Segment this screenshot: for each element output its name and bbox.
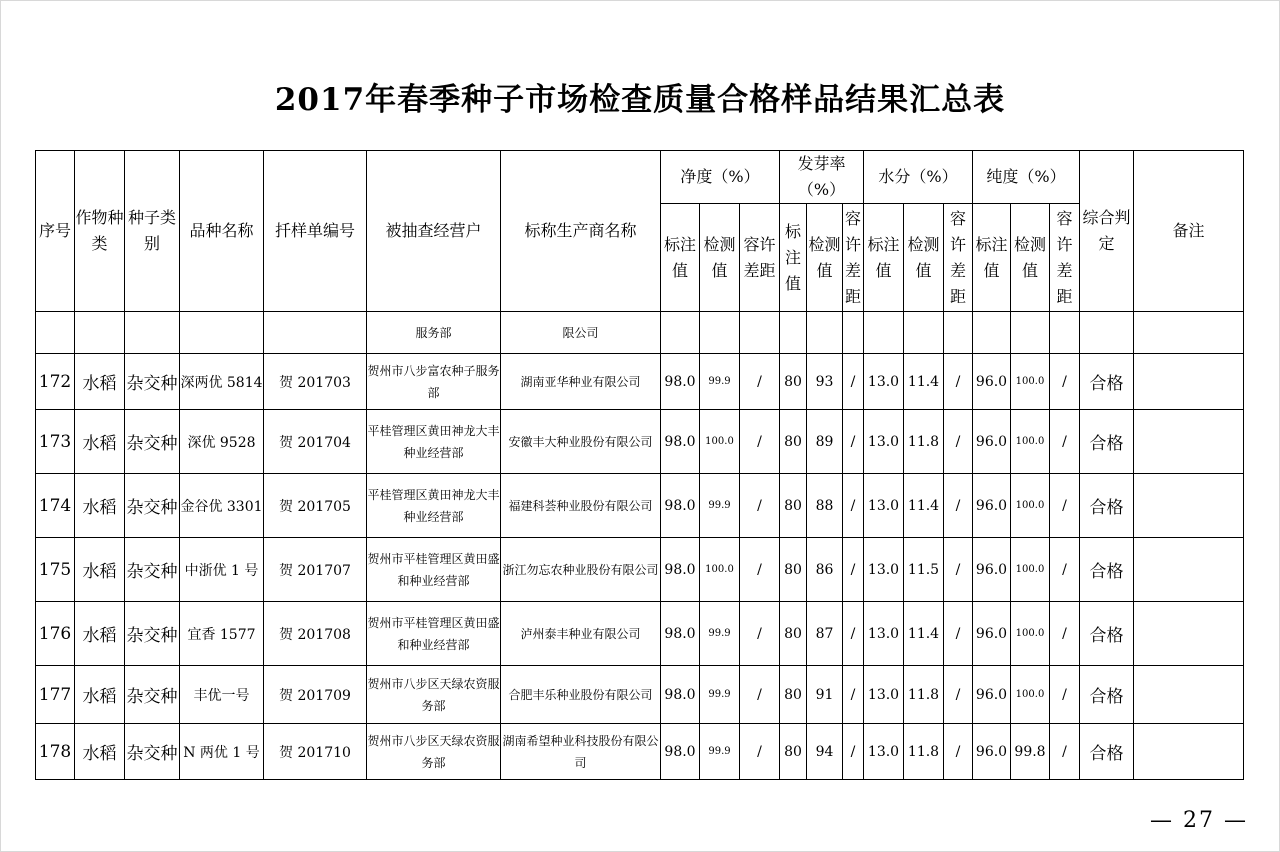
row-moist-labeled: 13.0 xyxy=(864,538,904,602)
continuation-producer: 限公司 xyxy=(501,312,661,354)
row-pur-tolerance: / xyxy=(1050,602,1080,666)
row-dealer: 贺州市平桂管理区黄田盛和种业经营部 xyxy=(367,602,501,666)
row-germ-tested: 86 xyxy=(807,538,843,602)
row-producer: 浙江勿忘农种业股份有限公司 xyxy=(501,538,661,602)
row-moist-labeled: 13.0 xyxy=(864,474,904,538)
row-germ-tested: 93 xyxy=(807,354,843,410)
row-dealer: 平桂管理区黄田神龙大丰种业经营部 xyxy=(367,410,501,474)
table-row xyxy=(36,602,1244,666)
row-variety: 丰优一号 xyxy=(180,666,264,724)
row-seed-type: 杂交种 xyxy=(125,538,180,602)
header-dealer: 被抽查经营户 xyxy=(367,151,501,312)
row-remark xyxy=(1134,538,1244,602)
row-remark xyxy=(1134,354,1244,410)
header-net-labeled: 标注值 xyxy=(661,204,700,312)
row-net-labeled: 98.0 xyxy=(661,410,700,474)
table-row xyxy=(36,666,1244,724)
row-pur-labeled: 96.0 xyxy=(973,724,1011,780)
table-body xyxy=(36,354,1244,780)
row-seq: 175 xyxy=(36,538,75,602)
row-moist-tolerance: / xyxy=(944,666,973,724)
row-germ-tolerance: / xyxy=(843,474,864,538)
row-germ-tolerance: / xyxy=(843,538,864,602)
row-germ-labeled: 80 xyxy=(780,666,807,724)
row-pur-labeled: 96.0 xyxy=(973,538,1011,602)
row-germ-labeled: 80 xyxy=(780,724,807,780)
row-moist-tested: 11.4 xyxy=(904,354,944,410)
row-producer: 湖南希望种业科技股份有限公司 xyxy=(501,724,661,780)
row-germ-tolerance: / xyxy=(843,724,864,780)
row-producer: 安徽丰大种业股份有限公司 xyxy=(501,410,661,474)
row-producer: 湖南亚华种业有限公司 xyxy=(501,354,661,410)
row-moist-labeled: 13.0 xyxy=(864,666,904,724)
row-net-labeled: 98.0 xyxy=(661,354,700,410)
row-pur-labeled: 96.0 xyxy=(973,410,1011,474)
row-variety: N 两优 1 号 xyxy=(180,724,264,780)
table-row xyxy=(36,354,1244,410)
row-germ-tolerance: / xyxy=(843,602,864,666)
page-number: — 27 — xyxy=(1150,808,1248,833)
row-crop: 水稻 xyxy=(75,538,125,602)
row-seq: 178 xyxy=(36,724,75,780)
row-moist-tolerance: / xyxy=(944,538,973,602)
row-result: 合格 xyxy=(1080,602,1134,666)
header-overall: 综合判定 xyxy=(1080,151,1134,312)
row-net-tested: 100.0 xyxy=(700,538,740,602)
row-remark xyxy=(1134,666,1244,724)
row-dealer: 贺州市八步富农种子服务部 xyxy=(367,354,501,410)
row-remark xyxy=(1134,474,1244,538)
row-seed-type: 杂交种 xyxy=(125,410,180,474)
header-crop: 作物种类 xyxy=(75,151,125,312)
row-pur-tested: 100.0 xyxy=(1011,666,1050,724)
row-dealer: 贺州市八步区天绿农资服务部 xyxy=(367,666,501,724)
row-germ-tested: 94 xyxy=(807,724,843,780)
row-seed-type: 杂交种 xyxy=(125,354,180,410)
row-seed-type: 杂交种 xyxy=(125,602,180,666)
row-seed-type: 杂交种 xyxy=(125,724,180,780)
row-moist-tolerance: / xyxy=(944,474,973,538)
row-producer: 合肥丰乐种业股份有限公司 xyxy=(501,666,661,724)
row-germ-tested: 91 xyxy=(807,666,843,724)
row-moist-tolerance: / xyxy=(944,354,973,410)
row-net-labeled: 98.0 xyxy=(661,602,700,666)
row-net-labeled: 98.0 xyxy=(661,666,700,724)
row-germ-tolerance: / xyxy=(843,410,864,474)
row-pur-tolerance: / xyxy=(1050,538,1080,602)
header-germination: 发芽率（%） xyxy=(780,151,864,204)
row-net-labeled: 98.0 xyxy=(661,724,700,780)
row-pur-tested: 99.8 xyxy=(1011,724,1050,780)
row-pur-tolerance: / xyxy=(1050,666,1080,724)
row-result: 合格 xyxy=(1080,666,1134,724)
row-result: 合格 xyxy=(1080,474,1134,538)
header-remarks: 备注 xyxy=(1134,151,1244,312)
row-net-tested: 99.9 xyxy=(700,354,740,410)
row-remark xyxy=(1134,602,1244,666)
row-net-tested: 99.9 xyxy=(700,724,740,780)
row-pur-labeled: 96.0 xyxy=(973,666,1011,724)
row-seq: 177 xyxy=(36,666,75,724)
header-seq: 序号 xyxy=(36,151,75,312)
row-pur-tolerance: / xyxy=(1050,474,1080,538)
row-net-tested: 99.9 xyxy=(700,602,740,666)
row-pur-tested: 100.0 xyxy=(1011,410,1050,474)
row-sample-no: 贺 201707 xyxy=(264,538,367,602)
page-title: 2017年春季种子市场检查质量合格样品结果汇总表 xyxy=(274,82,1006,118)
row-net-tolerance: / xyxy=(740,410,780,474)
row-moist-tested: 11.5 xyxy=(904,538,944,602)
header-moist-tested: 检测值 xyxy=(904,204,944,312)
row-seed-type: 杂交种 xyxy=(125,474,180,538)
row-remark xyxy=(1134,724,1244,780)
row-variety: 深两优 5814 xyxy=(180,354,264,410)
header-pur-labeled: 标注值 xyxy=(973,204,1011,312)
row-remark xyxy=(1134,410,1244,474)
header-moist-labeled: 标注值 xyxy=(864,204,904,312)
row-seq: 174 xyxy=(36,474,75,538)
table-row xyxy=(36,410,1244,474)
table-row xyxy=(36,474,1244,538)
continuation-dealer: 服务部 xyxy=(367,312,501,354)
row-result: 合格 xyxy=(1080,354,1134,410)
header-net-purity: 净度（%） xyxy=(661,151,780,204)
row-pur-tested: 100.0 xyxy=(1011,354,1050,410)
row-pur-labeled: 96.0 xyxy=(973,602,1011,666)
row-net-labeled: 98.0 xyxy=(661,474,700,538)
row-crop: 水稻 xyxy=(75,354,125,410)
row-germ-labeled: 80 xyxy=(780,410,807,474)
continuation-row xyxy=(36,312,1244,354)
row-pur-tested: 100.0 xyxy=(1011,602,1050,666)
row-dealer: 平桂管理区黄田神龙大丰种业经营部 xyxy=(367,474,501,538)
row-crop: 水稻 xyxy=(75,602,125,666)
row-variety: 宜香 1577 xyxy=(180,602,264,666)
row-variety: 深优 9528 xyxy=(180,410,264,474)
row-moist-labeled: 13.0 xyxy=(864,724,904,780)
row-sample-no: 贺 201704 xyxy=(264,410,367,474)
header-germ-labeled: 标注值 xyxy=(780,204,807,312)
row-moist-tolerance: / xyxy=(944,602,973,666)
row-sample-no: 贺 201705 xyxy=(264,474,367,538)
row-net-tested: 100.0 xyxy=(700,410,740,474)
header-germ-tested: 检测值 xyxy=(807,204,843,312)
row-variety: 金谷优 3301 xyxy=(180,474,264,538)
results-table xyxy=(35,150,1244,780)
row-net-tolerance: / xyxy=(740,724,780,780)
row-seq: 173 xyxy=(36,410,75,474)
row-pur-tolerance: / xyxy=(1050,724,1080,780)
row-variety: 中浙优 1 号 xyxy=(180,538,264,602)
table-row xyxy=(36,538,1244,602)
header-sample-no: 扦样单编号 xyxy=(264,151,367,312)
row-crop: 水稻 xyxy=(75,666,125,724)
row-net-labeled: 98.0 xyxy=(661,538,700,602)
row-net-tested: 99.9 xyxy=(700,666,740,724)
row-dealer: 贺州市平桂管理区黄田盛和种业经营部 xyxy=(367,538,501,602)
header-pur-tolerance: 容许差距 xyxy=(1050,204,1080,312)
row-pur-tolerance: / xyxy=(1050,410,1080,474)
row-result: 合格 xyxy=(1080,410,1134,474)
row-germ-labeled: 80 xyxy=(780,538,807,602)
row-net-tested: 99.9 xyxy=(700,474,740,538)
row-germ-labeled: 80 xyxy=(780,474,807,538)
header-producer: 标称生产商名称 xyxy=(501,151,661,312)
row-net-tolerance: / xyxy=(740,602,780,666)
row-moist-tolerance: / xyxy=(944,724,973,780)
row-sample-no: 贺 201708 xyxy=(264,602,367,666)
row-pur-tested: 100.0 xyxy=(1011,474,1050,538)
header-moisture: 水分（%） xyxy=(864,151,973,204)
row-crop: 水稻 xyxy=(75,474,125,538)
row-germ-labeled: 80 xyxy=(780,354,807,410)
header-moist-tolerance: 容许差距 xyxy=(944,204,973,312)
row-crop: 水稻 xyxy=(75,724,125,780)
row-result: 合格 xyxy=(1080,538,1134,602)
row-moist-tested: 11.4 xyxy=(904,602,944,666)
row-pur-tolerance: / xyxy=(1050,354,1080,410)
row-net-tolerance: / xyxy=(740,474,780,538)
header-net-tolerance: 容许差距 xyxy=(740,204,780,312)
row-seq: 172 xyxy=(36,354,75,410)
header-seed-type: 种子类别 xyxy=(125,151,180,312)
row-moist-labeled: 13.0 xyxy=(864,410,904,474)
row-germ-tested: 87 xyxy=(807,602,843,666)
row-germ-tested: 88 xyxy=(807,474,843,538)
row-germ-tolerance: / xyxy=(843,354,864,410)
row-moist-labeled: 13.0 xyxy=(864,354,904,410)
row-germ-tested: 89 xyxy=(807,410,843,474)
row-sample-no: 贺 201710 xyxy=(264,724,367,780)
table-row xyxy=(36,724,1244,780)
row-moist-tested: 11.8 xyxy=(904,666,944,724)
row-seed-type: 杂交种 xyxy=(125,666,180,724)
row-net-tolerance: / xyxy=(740,666,780,724)
header-pur-tested: 检测值 xyxy=(1011,204,1050,312)
header-variety: 品种名称 xyxy=(180,151,264,312)
row-seq: 176 xyxy=(36,602,75,666)
row-germ-labeled: 80 xyxy=(780,602,807,666)
row-crop: 水稻 xyxy=(75,410,125,474)
row-moist-tolerance: / xyxy=(944,410,973,474)
row-producer: 泸州泰丰种业有限公司 xyxy=(501,602,661,666)
header-variety-purity: 纯度（%） xyxy=(973,151,1080,204)
row-result: 合格 xyxy=(1080,724,1134,780)
row-moist-tested: 11.8 xyxy=(904,410,944,474)
row-moist-tested: 11.8 xyxy=(904,724,944,780)
row-germ-tolerance: / xyxy=(843,666,864,724)
row-net-tolerance: / xyxy=(740,538,780,602)
row-sample-no: 贺 201703 xyxy=(264,354,367,410)
row-net-tolerance: / xyxy=(740,354,780,410)
row-sample-no: 贺 201709 xyxy=(264,666,367,724)
row-pur-labeled: 96.0 xyxy=(973,354,1011,410)
row-dealer: 贺州市八步区天绿农资服务部 xyxy=(367,724,501,780)
header-germ-tolerance: 容许差距 xyxy=(843,204,864,312)
row-moist-tested: 11.4 xyxy=(904,474,944,538)
row-moist-labeled: 13.0 xyxy=(864,602,904,666)
header-net-tested: 检测值 xyxy=(700,204,740,312)
row-pur-labeled: 96.0 xyxy=(973,474,1011,538)
row-producer: 福建科荟种业股份有限公司 xyxy=(501,474,661,538)
row-pur-tested: 100.0 xyxy=(1011,538,1050,602)
